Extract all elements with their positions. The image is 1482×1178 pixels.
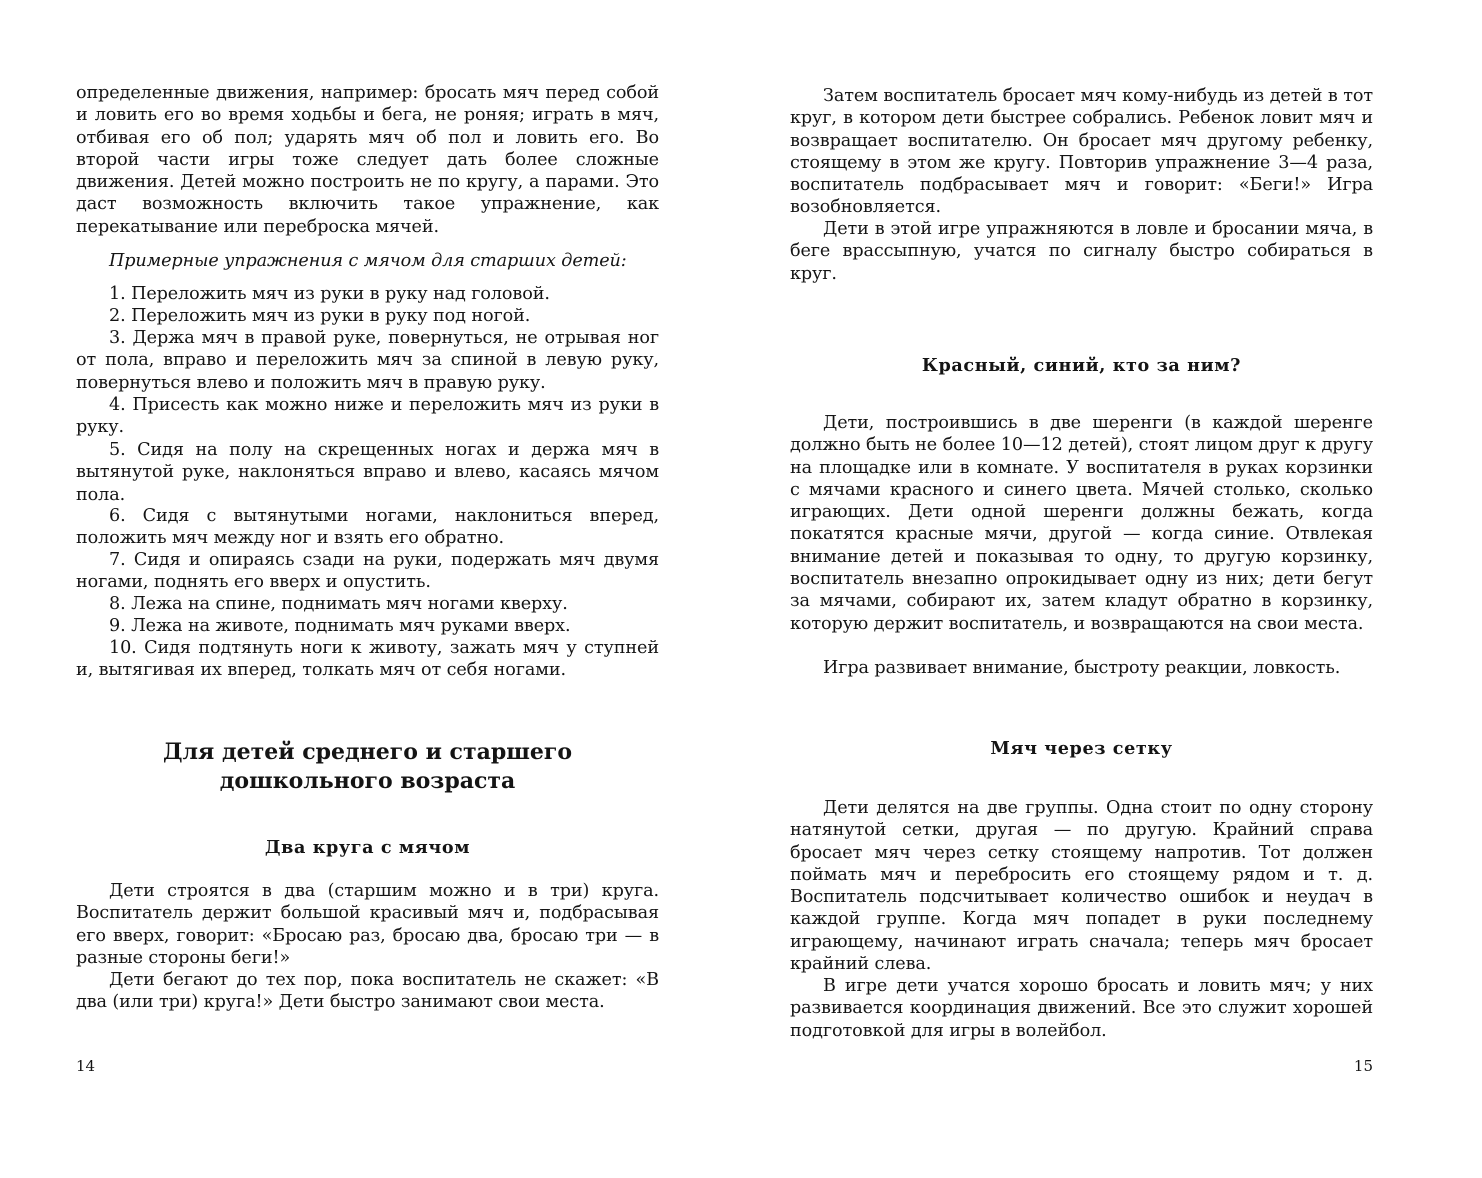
exercise-item-9: 9. Лежа на животе, поднимать мяч руками вверх.	[109, 616, 571, 636]
game-title-two-circles: Два круга с мячом	[264, 837, 471, 858]
page-number-left: 14	[76, 1057, 96, 1075]
left-intro-paragraph: определенные движения, например: бросать мяч перед собой и ловить его во время ходьбы и бега, не роняя; играть в мяч, отбивая его об пол; ударять мяч об пол и ловить его. Во второй части игры тоже следует дать более сложные движения. Детей можно построить не по кругу, а парами. Это даст возможность включить такое упражнение, как перекатывание или переброска мячей.	[76, 83, 659, 237]
exercises-caption: Примерные упражнения с мячом для старших детей:	[109, 251, 627, 271]
exercise-item-5: 5. Сидя на полу на скрещенных ногах и держа мяч в вытянутой руке, наклоняться вправо и влево, касаясь мячом пола.	[76, 440, 659, 505]
red-blue-paragraph-2: Игра развивает внимание, быстроту реакции, ловкость.	[823, 658, 1341, 678]
exercise-item-8: 8. Лежа на спине, поднимать мяч ногами кверху.	[109, 594, 568, 614]
game-title-ball-over-net: Мяч через сетку	[990, 738, 1173, 759]
two-circles-paragraph-2: Дети бегают до тех пор, пока воспитатель не скажет: «В два (или три) круга!» Дети быстро занимают свои места.	[76, 970, 659, 1013]
red-blue-paragraph-1: Дети, построившись в две шеренги (в каждой шеренге должно быть не более 10—12 детей), стоят лицом друг к другу на площадке или в комнате. У воспитателя в руках корзинки с мячами красного и синего цвета. Мячей столько, сколько играющих. Дети одной шеренги должны бежать, когда покатятся красные мячи, другой — когда синие. Отвлекая внимание детей и показывая то одну, то другую корзинку, воспитатель внезапно опрокидывает одну из них; дети бегут за мячами, собирают их, затем кладут обратно в корзинку, которую держит воспитатель, и возвращаются на свои места.	[790, 413, 1373, 634]
ball-net-paragraph-2: В игре дети учатся хорошо бросать и ловить мяч; у них развивается координация движений. Все это служит хорошей подготовкой для игры в волейбол.	[790, 976, 1373, 1041]
exercise-item-6: 6. Сидя с вытянутыми ногами, наклониться вперед, положить мяч между ног и взять его обратно.	[76, 506, 659, 549]
exercise-item-7: 7. Сидя и опираясь сзади на руки, подержать мяч двумя ногами, поднять его вверх и опустить.	[76, 550, 659, 593]
right-summary-paragraph: Дети в этой игре упражняются в ловле и бросании мяча, в беге врассыпную, учатся по сигналу быстро собираться в круг.	[790, 219, 1373, 284]
exercise-item-2: 2. Переложить мяч из руки в руку под ногой.	[109, 306, 531, 326]
exercise-item-10: 10. Сидя подтянуть ноги к животу, зажать мяч у ступней и, вытягивая их вперед, толкать мяч от себя ногами.	[76, 638, 659, 681]
section-heading-line-1: Для детей среднего и старшего	[162, 739, 573, 765]
exercise-item-4: 4. Присесть как можно ниже и переложить мяч из руки в руку.	[76, 395, 659, 438]
exercise-item-1: 1. Переложить мяч из руки в руку над головой.	[109, 284, 550, 304]
game-title-red-blue: Красный, синий, кто за ним?	[921, 355, 1242, 376]
exercise-item-3: 3. Держа мяч в правой руке, повернуться, не отрывая ног от пола, вправо и переложить мяч за спиной в левую руку, повернуться влево и положить мяч в правую руку.	[76, 328, 659, 393]
section-heading-line-2: дошкольного возраста	[219, 768, 516, 794]
page-number-right: 15	[1353, 1057, 1373, 1075]
ball-net-paragraph-1: Дети делятся на две группы. Одна стоит по одну сторону натянутой сетки, другая — по другую. Крайний справа бросает мяч через сетку стоящему напротив. Тот должен поймать мяч и перебросить его стоящему рядом и т. д. Воспитатель подсчитывает количество ошибок и неудач в каждой группе. Когда мяч попадет в руки последнему играющему, начинают играть сначала; теперь мяч бросает крайний слева.	[790, 798, 1373, 975]
two-circles-paragraph-1: Дети строятся в два (старшим можно и в три) круга. Воспитатель держит большой красивый мяч и, подбрасывая его вверх, говорит: «Бросаю раз, бросаю два, бросаю три — в разные стороны беги!»	[76, 881, 659, 968]
right-intro-paragraph: Затем воспитатель бросает мяч кому-нибудь из детей в тот круг, в котором дети быстрее собрались. Ребенок ловит мяч и возвращает воспитателю. Он бросает мяч другому ребенку, стоящему в этом же кругу. Повторив упражнение 3—4 раза, воспитатель подбрасывает мяч и говорит: «Беги!» Игра возобновляется.	[790, 86, 1373, 218]
